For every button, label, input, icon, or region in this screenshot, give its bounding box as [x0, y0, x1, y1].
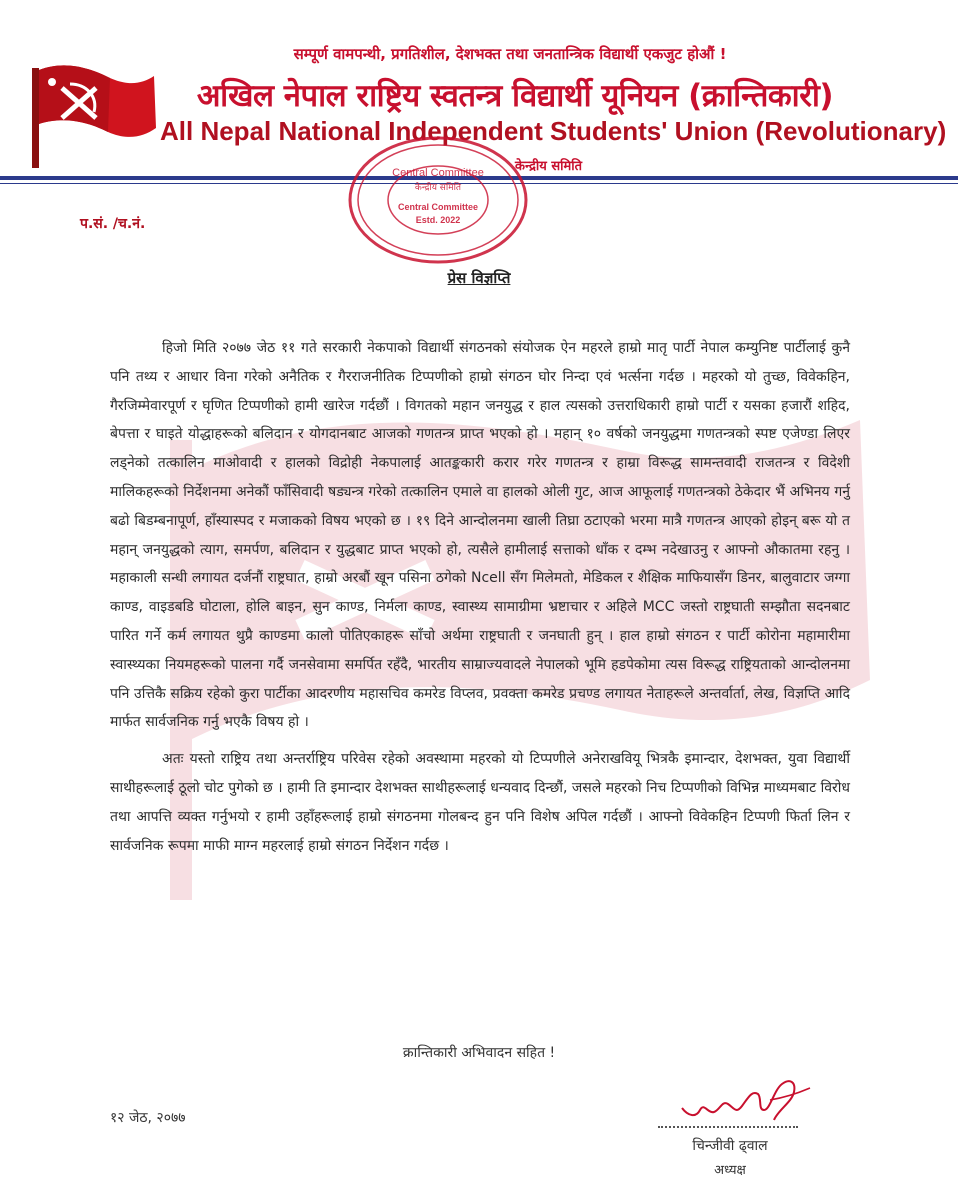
document-body — [110, 334, 850, 860]
signature-icon — [678, 1070, 818, 1130]
seal-text-top: Central Committee — [392, 167, 484, 179]
seal-established: Estd. 2022 — [415, 215, 461, 225]
document-heading: प्रेस विज्ञप्ति — [447, 269, 511, 287]
signatory-name: चिन्जीवी ढ्वाल — [692, 1138, 768, 1154]
body-paragraph-2: अतः यस्तो राष्ट्रिय तथा अन्तर्राष्ट्रिय परिवेस रहेको अवस्थामा महरको यो टिप्पणीले अनेराखवियू भित्रकै इमान्दार, देशभक्त, युवा विद्यार्थी साथीहरूलाई ठूलो चोट पुगेको छ । हामी ति इमान्दार देशभक्त साथीहरूलाई धन्यवाद दिन्छौं, जसले महरको निच टिप्पणीको विभिन्न माध्यमबाट विरोध तथा आपत्ति व्यक्त गर्नुभयो र हामी उहाँहरूलाई हाम्रो संगठनमा गोलबन्द हुन पनि विशेष अपिल गर्दछौं । आफ्नो विवेकहिन टिप्पणी फिर्ता लिन र सार्वजनिक रूपमा माफी माग्न महरलाई हाम्रो संगठन निर्देशन गर्दछ । — [110, 751, 850, 854]
organization-name-english: All Nepal National Independent Students' Union (Revolutionary) — [160, 116, 947, 146]
closing-greeting: क्रान्तिकारी अभिवादन सहित ! — [402, 1045, 556, 1061]
signature-line — [658, 1126, 798, 1128]
reference-number-label: प.सं. /च.नं. — [80, 216, 146, 232]
party-flag-icon — [30, 58, 160, 168]
organization-seal-icon — [346, 134, 530, 266]
slogan: सम्पूर्ण वामपन्थी, प्रगतिशील, देशभक्त तथा जनतान्त्रिक विद्यार्थी एकजुट होऔं ! — [293, 45, 727, 63]
seal-text-nepali: केन्द्रीय समिति — [414, 183, 462, 193]
signatory-title: अध्यक्ष — [714, 1163, 746, 1178]
body-paragraph-1: हिजो मिति २०७७ जेठ ११ गते सरकारी नेकपाको विद्यार्थी संगठनको संयोजक ऐन महरले हाम्रो मातृ पार्टी नेपाल कम्युनिष्ट पार्टीलाई कुनै पनि तथ्य र आधार विना गरेको अनैतिक र गैरराजनीतिक टिप्पणीको हाम्रो संगठन घोर निन्दा एवं भर्त्सना गर्दछ । महरको यो तुच्छ, विवेकहिन, गैरजिम्मेवारपूर्ण र घृणित टिप्पणीको हामी खारेज गर्दछौं । विगतको महान जनयुद्ध र हाल त्यसको उत्तराधिकारी हाम्रो पार्टी र यसका हजारौं शहिद, बेपत्ता र घाइते योद्धाहरूको बलिदान र योगदानबाट आजको गणतन्त्र प्राप्त भएको हो । महान् १० वर्षको जनयुद्धमा गणतन्त्रको स्पष्ट एजेण्डा लिएर लड्नेको तत्कालिन माओवादी र हालको विद्रोही नेकपालाई आतङ्ककारी करार गरेर गणतन्त्र र हाम्रा विरूद्ध सामन्तवादी राजतन्त्र र विदेशी मालिकहरूको निर्देशनमा अनेकौं फाँसिवादी षड्यन्त्र गरेको तत्कालिन एमाले वा हालको ओली गुट, आज आफूलाई गणतन्त्रको ठेकेदार भैं अभिनय गर्नु बढो बिडम्बनापूर्ण, हाँस्यास्पद र मजाकको विषय भएको छ । १९ दिने आन्दोलनमा खाली तिघ्रा ठटाएको भरमा मात्रै गणतन्त्र आएको होइन् बरू यो त महान् जनयुद्धको त्याग, समर्पण, बलिदान र युद्धबाट प्राप्त भएको हो, त्यसैले हामीलाई सत्ताको धाँक र दम्भ नदेखाउनु र आफ्नो औकातमा रहनु । महाकाली सन्धी लगायत दर्जनौं राष्ट्रघात, हाम्रो अरबौं खून पसिना ठगेको Ncell सँग मिलेमतो, मेडिकल र शैक्षिक माफियासँग डिनर, बालुवाटार जग्गा काण्ड, वाइडबडि घोटाला, होलि बाइन, सुन काण्ड, निर्मला काण्ड, स्वास्थ्य सामाग्रीमा भ्रष्टाचार र अहिले MCC जस्तो राष्ट्रघाती सम्झौता सदनबाट पारित गर्ने कर्म लगायत थुप्रै काण्डमा कालो पोतिएकाहरू साँचो अर्थमा राष्ट्रघाती र जनघाती हुन् । हाल हाम्रो संगठन र पार्टी कोरोना महामारीमा स्वास्थ्यका नियमहरूको पालना गर्दै जनसेवामा समर्पित रहँदै, भारतीय साम्राज्यवादले नेपालको भूमि हडपेकोमा त्यस विरूद्ध राष्ट्रियताको आन्दोलनमा पनि उत्तिकै सक्रिय रहेको कुरा पार्टीका आदरणीय महासचिव कमरेड विप्लव, प्रवक्ता कमरेड प्रचण्ड लगायत नेताहरूले अन्तर्वार्ता, लेख, विज्ञप्ति आदि मार्फत सार्वजनिक गर्नु भएकै विषय हो । — [110, 340, 850, 731]
document-date: १२ जेठ, २०७७ — [110, 1110, 186, 1126]
committee-label: केन्द्रीय समिति — [515, 159, 583, 174]
seal-text-middle: Central Committee — [397, 202, 479, 212]
organization-name-nepali: अखिल नेपाल राष्ट्रिय स्वतन्त्र विद्यार्थी यूनियन (क्रान्तिकारी) — [196, 78, 834, 114]
